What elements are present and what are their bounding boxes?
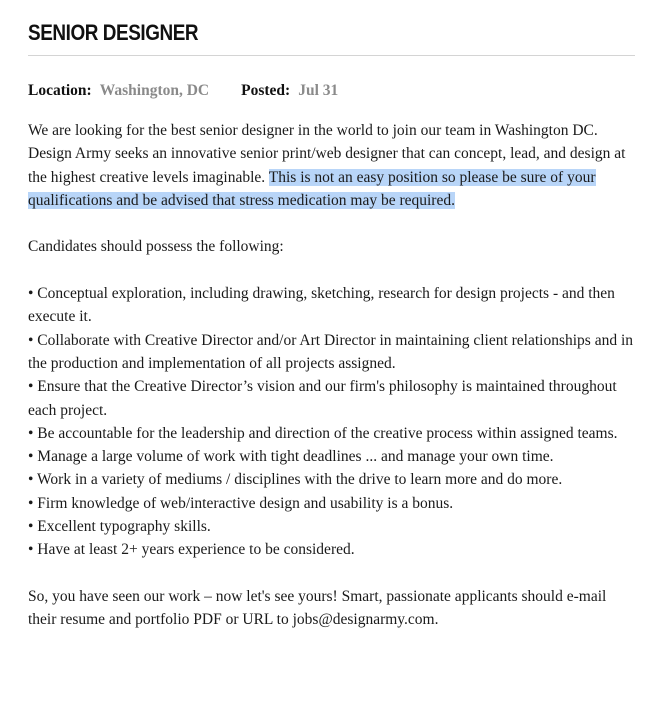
- requirement-item: • Ensure that the Creative Director’s vision and our firm's philosophy is maintained throughout each project.: [28, 378, 617, 419]
- job-description: [28, 119, 638, 632]
- title-divider: [28, 55, 635, 56]
- job-title: SENIOR DESIGNER: [28, 20, 199, 45]
- job-meta: [28, 81, 638, 101]
- requirements-heading: Candidates should possess the following:: [28, 238, 284, 256]
- location-label: Location:: [28, 82, 92, 99]
- requirement-item: • Excellent typography skills.: [28, 518, 211, 536]
- intro-text: We are looking for the best senior designer in the world to join our team in Washington DC. Design Army seeks an innovative senior print/web designer that can concept, lead, and design at the highest creative levels imaginable.: [28, 122, 626, 186]
- closing-paragraph: So, you have seen our work – now let's see yours! Smart, passionate applicants should e-mail their resume and portfolio PDF or URL to jobs@designarmy.com.: [28, 587, 607, 629]
- posted-label: Posted:: [241, 82, 291, 99]
- requirement-item: • Work in a variety of mediums / disciplines with the drive to learn more and do more.: [28, 471, 563, 489]
- requirements-list: [28, 282, 638, 562]
- job-posting: [28, 18, 638, 632]
- requirement-item: • Manage a large volume of work with tight deadlines ... and manage your own time.: [28, 448, 554, 466]
- posted-value: Jul 31: [298, 82, 339, 99]
- location-value: Washington, DC: [99, 82, 210, 99]
- requirement-item: • Be accountable for the leadership and direction of the creative process within assigned teams.: [28, 424, 618, 442]
- requirement-item: • Firm knowledge of web/interactive design and usability is a bonus.: [28, 494, 454, 512]
- highlighted-selection: This is not an easy position so please be sure of your qualifications and be advised that stress medication may be required.: [28, 168, 596, 209]
- requirement-item: • Have at least 2+ years experience to be considered.: [28, 541, 355, 559]
- requirement-item: • Conceptual exploration, including drawing, sketching, research for design projects - and then execute it.: [28, 285, 615, 326]
- intro-paragraph: [28, 119, 638, 212]
- requirement-item: • Collaborate with Creative Director and/or Art Director in maintaining client relationships and in the production and implementation of all projects assigned.: [28, 331, 634, 372]
